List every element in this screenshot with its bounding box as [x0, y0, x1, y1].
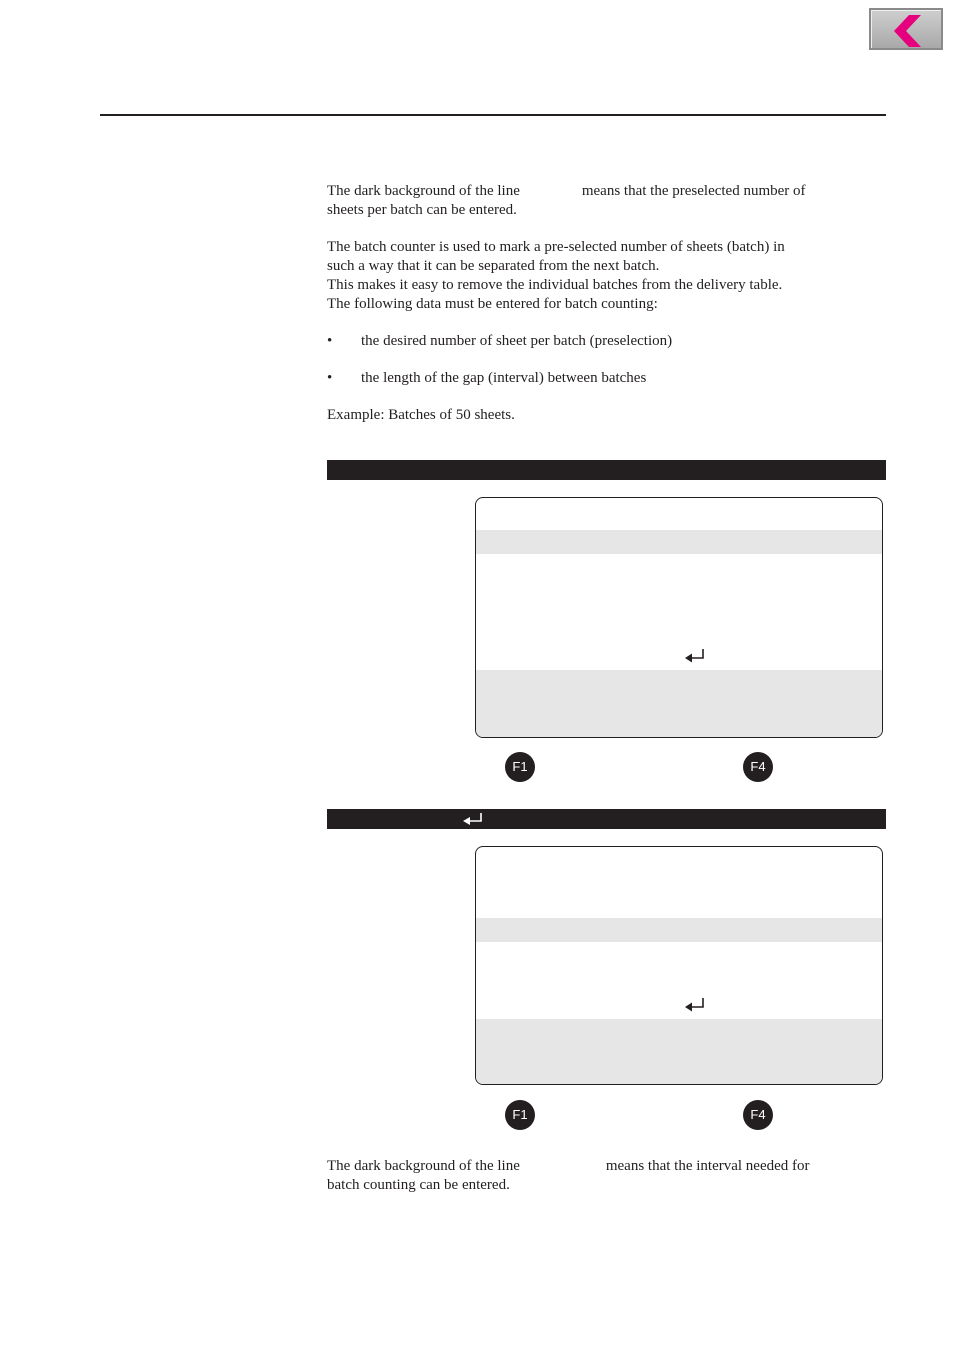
step-header-bar — [327, 809, 886, 829]
f4-key[interactable]: F4 — [743, 1100, 773, 1130]
f4-key[interactable]: F4 — [743, 752, 773, 782]
chevron-left-icon — [893, 15, 921, 47]
highlighted-line[interactable] — [476, 918, 882, 942]
outro-line-2: batch counting can be entered. — [327, 1177, 510, 1193]
body-line-3: This makes it easy to remove the individual batches from the delivery table. — [327, 277, 783, 293]
return-arrow-icon — [684, 648, 706, 664]
bullet-marker: • — [327, 333, 333, 349]
outro-line-1: The dark background of the line means that the interval needed for — [327, 1158, 810, 1174]
info-area — [476, 1019, 882, 1085]
control-screen-interval — [475, 846, 883, 1085]
body-line-2: such a way that it can be separated from the next batch. — [327, 258, 660, 274]
example-text: Example: Batches of 50 sheets. — [327, 407, 515, 423]
header-rule — [100, 114, 886, 116]
step-header-bar — [327, 460, 886, 480]
return-arrow-icon — [684, 997, 706, 1013]
control-screen-preselection — [475, 497, 883, 738]
highlighted-line[interactable] — [476, 530, 882, 554]
back-button[interactable] — [869, 8, 943, 50]
bullet-item-interval: the length of the gap (interval) between batches — [361, 370, 647, 386]
body-line-4: The following data must be entered for batch counting: — [327, 296, 658, 312]
return-arrow-icon — [462, 812, 484, 826]
bullet-marker: • — [327, 370, 333, 386]
info-area — [476, 670, 882, 738]
f1-key[interactable]: F1 — [505, 1100, 535, 1130]
intro-line-2: sheets per batch can be entered. — [327, 202, 517, 218]
bullet-item-preselection: the desired number of sheet per batch (preselection) — [361, 333, 673, 349]
f1-key[interactable]: F1 — [505, 752, 535, 782]
body-line-1: The batch counter is used to mark a pre-selected number of sheets (batch) in — [327, 239, 785, 255]
intro-line-1: The dark background of the line means that the preselected number of — [327, 183, 806, 199]
